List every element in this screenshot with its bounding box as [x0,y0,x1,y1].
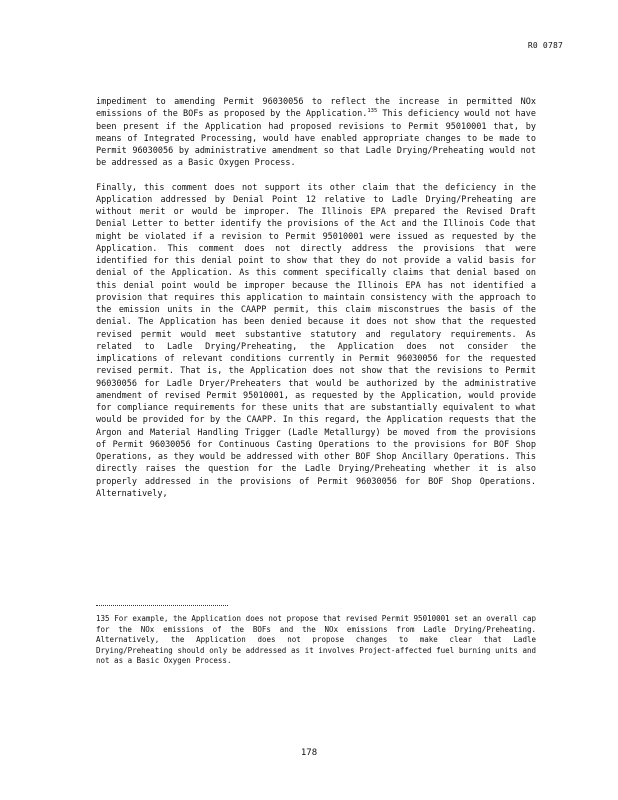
paragraph [96,96,536,170]
footnote-reference: 135 [367,108,378,115]
paragraph: Finally, this comment does not support its other claim that the deficiency in the Application addressed by Denial Point 12 relative to Ladle Drying/Preheating are without merit or would be improper. The Illinois EPA prepared the Revised Draft Denial Letter to better identify the provisions of the Act and the Illinois Code that might be violated if a revision to Permit 95010001 were issued as requested by the Application. This comment does not directly address the provisions that were identified for this denial point to show that they do not provide a valid basis for denial of the Application. As this comment specifically claims that denial based on this denial point would be improper because the Illinois EPA has not identified a provision that requires this application to maintain consistency with the approach to the emission units in the CAAPP permit, this claim misconstrues the basis of the denial. The Application has been denied because it does not show that the requested revised permit would meet substantive statutory and regulatory requirements. As related to Ladle Drying/Preheating, the Application does not consider the implications of relevant conditions currently in Permit 96030056 for the requested revised permit. That is, the Application does not show that the revisions to Permit 96030056 for Ladle Dryer/Preheaters that would be authorized by the administrative amendment of revised Permit 95010001, as requested by the Application, would provide for compliance requirements for these units that are substantially equivalent to what would be provided for by the CAAPP. In this regard, the Application requests that the Argon and Material Handling Trigger (Ladle Metallurgy) be moved from the provisions of Permit 96030056 for Continuous Casting Operations to the provisions for BOF Shop Operations, as they would be addressed with other BOF Shop Ancillary Operations. This directly raises the question for the Ladle Drying/Preheating whether it is also properly addressed in the provisions of Permit 96030056 for BOF Shop Operations. Alternatively, [96,182,536,499]
document-id: R0 0787 [527,41,563,50]
footnote: 135 For example, the Application does not propose that revised Permit 95010001 set an overall cap for the NOx emissions of the BOFs and the NOx emissions from Ladle Drying/Preheating. Alternatively, the Application does not propose changes to make clear that Ladle Drying/Preheating should only be addressed as it involves Project-affected fuel burning units and not as a Basic Oxygen Process. [96,614,536,665]
paragraph-text: This deficiency would not have been present if the Application had proposed revisions to Permit 95010001 that, by means of Integrated Processing, would have enabled appropriate changes to be made to Permit 96030056 by administrative amendment so that Ladle Drying/Preheating would not be addressed as a Basic Oxygen Process. [96,109,536,169]
page-number: 178 [300,748,318,758]
body-text [96,96,536,500]
footnote-divider [96,605,228,606]
paragraph-text: impediment to amending Permit 96030056 to reflect the increase in permitted NOx emissions of the BOFs as proposed by the Application. [96,97,536,120]
